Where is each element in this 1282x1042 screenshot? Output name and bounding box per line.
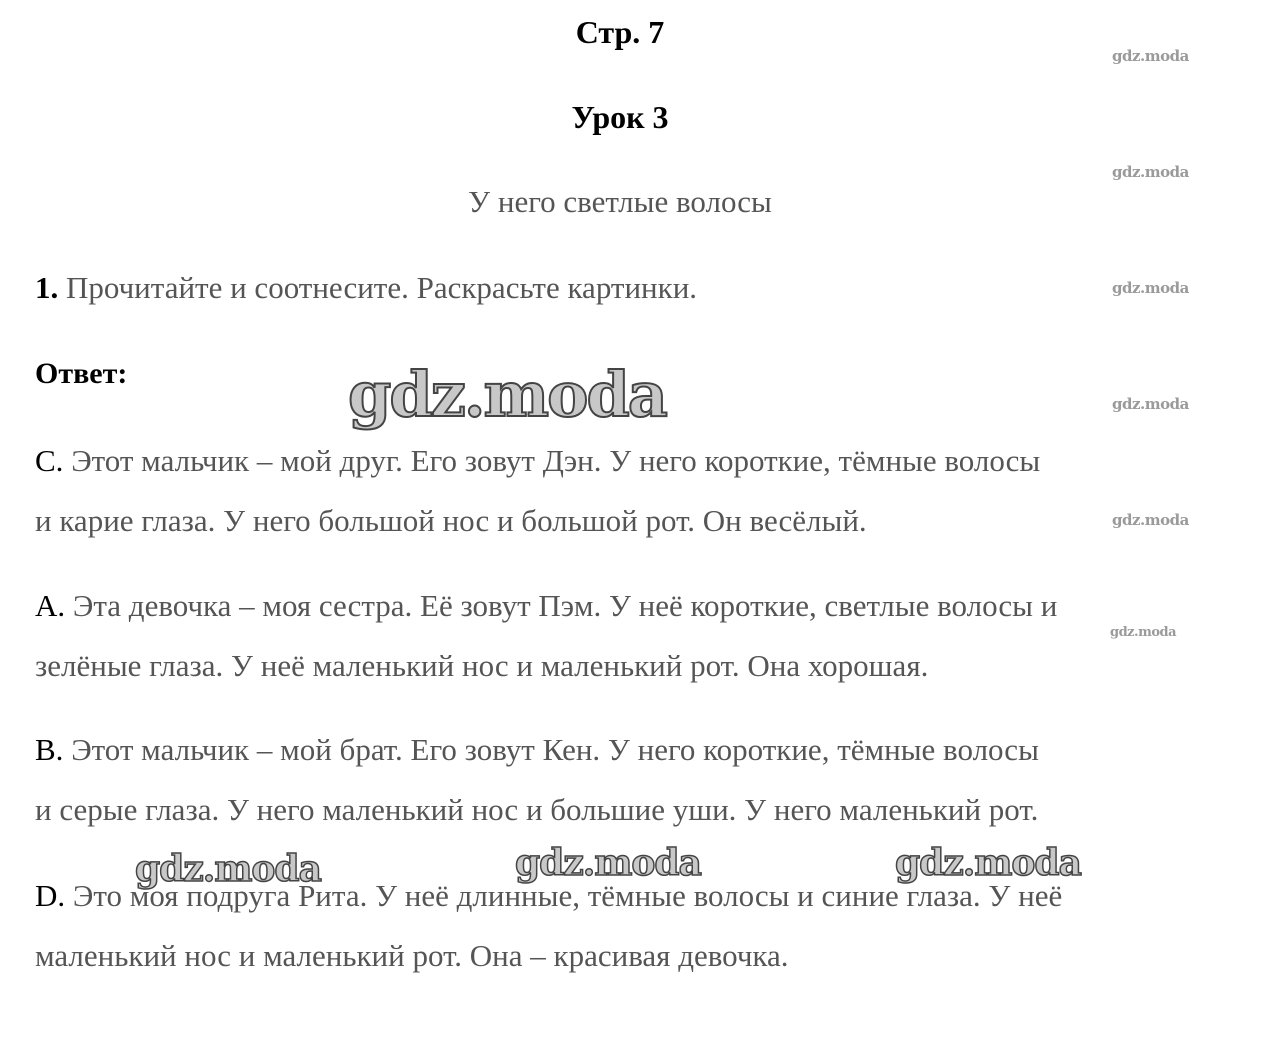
paragraph-line: Этот мальчик – мой брат. Его зовут Кен. У него короткие, тёмные волосы xyxy=(71,732,1039,767)
paragraph-letter: A. xyxy=(35,588,66,623)
watermark-large: gdz.moda xyxy=(348,358,666,431)
page-number: Стр. 7 xyxy=(575,14,665,50)
watermark-small: gdz.moda xyxy=(1112,47,1189,65)
watermark-small: gdz.moda xyxy=(1112,395,1189,413)
task-number: 1. xyxy=(35,270,59,305)
paragraph-line: Эта девочка – моя сестра. Её зовут Пэм. У неё короткие, светлые волосы и xyxy=(72,588,1058,623)
paragraph-line: Это моя подруга Рита. У неё длинные, тёмные волосы и синие глаза. У неё xyxy=(72,878,1063,913)
paragraph-letter: C. xyxy=(35,443,64,478)
watermark-small: gdz.moda xyxy=(1110,625,1177,640)
task-1 xyxy=(35,270,697,306)
lesson-subtitle: У него светлые волосы xyxy=(468,184,772,219)
watermark-small: gdz.moda xyxy=(1112,163,1189,181)
watermark-medium: gdz.moda xyxy=(135,848,321,890)
answer-paragraph-c xyxy=(35,431,1040,551)
paragraph-line: и серые глаза. У него маленький нос и большие уши. У него маленький рот. xyxy=(35,792,1039,827)
lesson-title: Урок 3 xyxy=(571,99,669,135)
paragraph-letter: D. xyxy=(35,878,66,913)
paragraph-line: маленький нос и маленький рот. Она – красивая девочка. xyxy=(35,938,789,973)
paragraph-letter: B. xyxy=(35,732,64,767)
watermark-medium: gdz.moda xyxy=(895,842,1081,884)
watermark-medium: gdz.moda xyxy=(515,842,701,884)
paragraph-line: зелёные глаза. У неё маленький нос и маленький рот. Она хорошая. xyxy=(35,648,929,683)
answer-paragraph-b xyxy=(35,720,1039,840)
paragraph-line: и карие глаза. У него большой нос и большой рот. Он весёлый. xyxy=(35,503,867,538)
answer-paragraph-a xyxy=(35,576,1057,696)
answer-label: Ответ: xyxy=(35,357,128,390)
paragraph-line: Этот мальчик – мой друг. Его зовут Дэн. У него короткие, тёмные волосы xyxy=(71,443,1041,478)
task-text: Прочитайте и соотнесите. Раскрасьте картинки. xyxy=(66,270,698,305)
watermark-small: gdz.moda xyxy=(1112,279,1189,297)
watermark-small: gdz.moda xyxy=(1112,511,1189,529)
